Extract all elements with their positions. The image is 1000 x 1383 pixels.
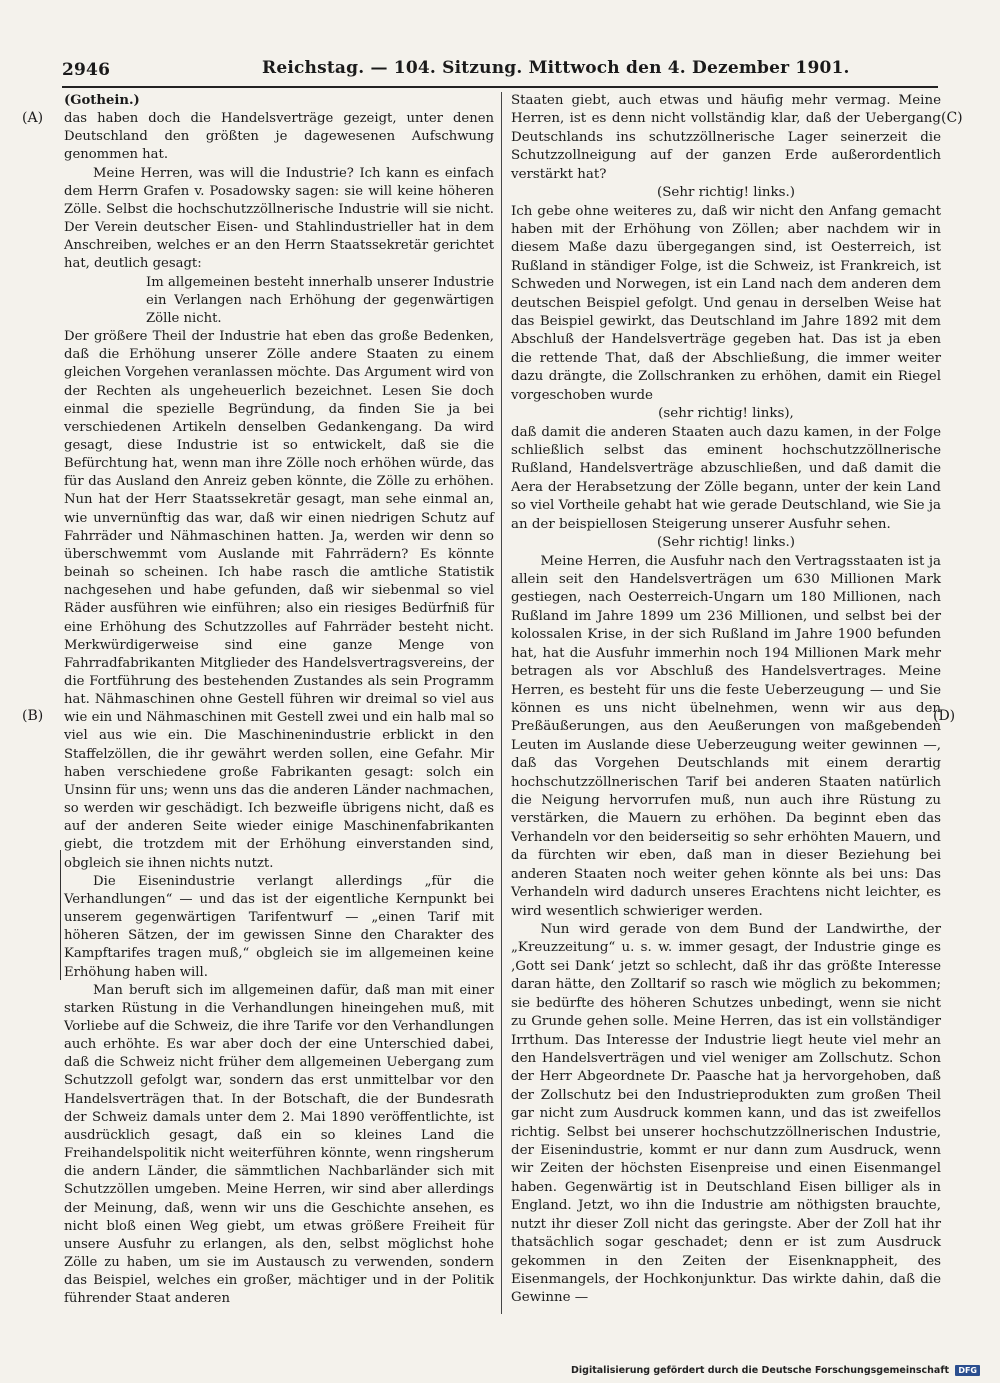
right-column — [511, 92, 941, 1308]
interjection: (Sehr richtig! links.) — [657, 535, 795, 551]
paragraph: das haben doch die Handelsverträge gezeigt, unter denen Deutschland den größten je dagewesenen Aufschwung genommen hat. — [64, 111, 494, 163]
paragraph: Man beruft sich im allgemeinen dafür, daß man mit einer starken Rüstung in die Verhandlungen hineingehen muß, mit Vorliebe auf die Schweiz, die ihre Tarife vor den Verhandlungen auch erhöhte. Es war aber doch der eine Unterschied dabei, daß die Schweiz nicht früher dem allgemeinen Uebergang zum Schutzzoll gefolgt war, sondern das erst unmittelbar vor den Handelsverträgen that. In der Botschaft, die der Bundesrath der Schweiz damals unter dem 2. Mai 1890 veröffentlichte, ist ausdrücklich gesagt, daß ein so kleines Land die Freihandelspolitik nicht weiterführen könnte, wenn ringsherum die andern Länder, die sämmtlichen Nachbarländer sich mit Schutzzöllen umgeben. Meine Herren, wir sind aber allerdings der Meinung, daß, wenn wir uns die Geschichte ansehen, es nicht bloß einen Weg giebt, um etwas größere Freiheit für unsere Ausfuhr zu erlangen, als den, selbst möglichst hohe Zölle zu haben, um sie im Austausch zu verwenden, sondern das Beispiel, welches ein großer, mächtiger und in der Politik führender Staat anderen — [64, 982, 494, 1307]
interjection: (Sehr richtig! links.) — [657, 185, 795, 201]
header-rule — [62, 86, 938, 88]
margin-marker-c: (C) — [941, 110, 963, 126]
paragraph: Im allgemeinen besteht innerhalb unserer Industrie ein Verlangen nach Erhöhung der gegenwärtigen Zölle nicht. — [146, 274, 494, 326]
paragraph: daß damit die anderen Staaten auch dazu kamen, in der Folge schließlich selbst das eminent hochschutzzöllnerische Rußland, Handelsverträge abzuschließen, und daß damit die Aera der Herabsetzung der Zölle begann, unter der kein Land so viel Vortheile gehabt hat wie gerade Deutschland, wie Sie ja an der beispiellosen Steigerung unserer Ausfuhr sehen. — [511, 424, 941, 532]
paragraph: Meine Herren, was will die Industrie? Ich kann es einfach dem Herrn Grafen v. Posadowsky sagen: sie will keine höheren Zölle. Selbst die hochschutzzöllnerische Industrie will sie nicht. Der Verein deutscher Eisen- und Stahlindustrieller hat in dem Anschreiben, welches er an den Herrn Staatssekretär gerichtet hat, deutlich gesagt: — [64, 165, 494, 272]
paragraph: Meine Herren, die Ausfuhr nach den Vertragsstaaten ist ja allein seit den Handelsverträgen um 630 Millionen Mark gestiegen, nach Oesterreich-Ungarn um 180 Millionen, nach Rußland im Jahre 1899 um 236 Millionen, und selbst bei der kolossalen Krise, in der sich Rußland im Jahre 1900 befunden hat, hat die Ausfuhr immerhin noch 194 Millionen Mark mehr betragen als vor Abschluß des Handelsvertrages. Meine Herren, es besteht für uns die feste Ueberzeugung — und Sie können es uns nicht übelnehmen, wenn wir aus den Preßäußerungen, aus den Aeußerungen von maßgebenden Leuten im Auslande diese Ueberzeugung weiter gewinnen —, daß das Vorgehen Deutschlands mit einem derartig hochschutzzöllnerischen Tarif bei anderen Staaten natürlich die Neigung hervorrufen muß, nun auch ihre Rüstung zu verstärken, die Mauern zu erhöhen. Da beginnt eben das Verhandeln vor den beiderseitig so sehr erhöhten Mauern, und da fürchten wir eben, daß man in dieser Beziehung bei anderen Staaten noch weiter gehen könnte als bei uns: Das Verhandeln wird dadurch unseres Erachtens nicht leichter, es wird wesentlich schwieriger werden. — [511, 553, 941, 919]
running-title: Reichstag. — 104. Sitzung. Mittwoch den 4. Dezember 1901. — [262, 58, 850, 78]
page-header — [62, 58, 940, 84]
speaker-name: (Gothein.) — [64, 93, 140, 108]
margin-marker-d: (D) — [933, 708, 956, 724]
paragraph: Ich gebe ohne weiteres zu, daß wir nicht den Anfang gemacht haben mit der Erhöhung von Zöllen; aber nachdem wir in diesem Maße dazu übergegangen sind, ist Oesterreich, ist Rußland in ständiger Folge, ist die Schweiz, ist Frankreich, ist Schweden und Norwegen, ist ein Land nach dem anderen dem deutschen Beispiel gefolgt. Und genau in derselben Weise hat das Beispiel gewirkt, das Deutschland im Jahre 1892 mit dem Abschluß der Handelsverträge gegeben hat. Das ist ja eben die rettende That, daß der Abschließung, die immer weiter dazu drängte, die Zollschranken zu erhöhen, damit ein Riegel vorgeschoben wurde — [511, 203, 941, 403]
page-number: 2946 — [62, 60, 111, 80]
margin-annotation-line — [60, 850, 61, 980]
paragraph: Die Eisenindustrie verlangt allerdings „für die Verhandlungen“ — und das ist der eigentliche Kernpunkt bei unserem gegenwärtigen Tarifentwurf — „einen Tarif mit höheren Sätzen, der im gewissen Sinne den Charakter des Kampftarifes tragen muß,“ obgleich sie im allgemeinen keine Erhöhung haben will. — [64, 873, 494, 980]
dfg-logo: DFG — [955, 1365, 980, 1376]
footer-credit — [571, 1365, 980, 1376]
paragraph: Staaten giebt, auch etwas und häufig mehr vermag. Meine Herren, ist es denn nicht vollständig klar, daß der Uebergang Deutschlands ins schutzzöllnerische Lager seinerzeit die Schutzzollneigung auf der ganzen Erde außerordentlich verstärkt hat? — [511, 93, 941, 182]
paragraph: Nun wird gerade von dem Bund der Landwirthe, der „Kreuzzeitung“ u. s. w. immer gesagt, der Industrie ginge es ‚Gott sei Dank‘ jetzt so schlecht, daß ihr das größte Interesse daran hätte, den Zolltarif so rasch wie möglich zu bekommen; sie bedürfte des höheren Schutzes unbedingt, wenn sie nicht zu Grunde gehen solle. Meine Herren, das ist ein vollständiger Irrthum. Das Interesse der Industrie liegt heute viel mehr an den Handelsverträgen und viel weniger am Zollschutz. Schon der Herr Abgeordnete Dr. Paasche hat ja hervorgehoben, daß der Zollschutz bei den Industrieprodukten zum großen Theil gar nicht zum Ausdruck kommen kann, und das ist zweifellos richtig. Selbst bei unserer hochschutzzöllnerischen Industrie, der Eisenindustrie, kommt er nur dann zum Ausdruck, wenn wir Zeiten der höchsten Eisenpreise und einen Eisenmangel haben. Gegenwärtig ist in Deutschland Eisen billiger als in England. Jetzt, wo ihn die Industrie am nöthigsten brauchte, nutzt ihr dieser Zoll nicht das geringste. Aber der Zoll hat ihr thatsächlich sogar geschadet; denn er ist zum Ausdruck gekommen in den Zeiten der Eisenknappheit, des Eisenmangels, der Hochkonjunktur. Das wirkte dahin, daß die Gewinne — — [511, 921, 941, 1306]
footer-text: Digitalisierung gefördert durch die Deutsche Forschungsgemeinschaft — [571, 1365, 950, 1376]
paragraph: Der größere Theil der Industrie hat eben das große Bedenken, daß die Erhöhung unserer Zölle andere Staaten zu einem gleichen Vorgehen veranlassen möchte. Das Argument wird von der Rechten als ungeheuerlich bezeichnet. Lesen Sie doch einmal die spezielle Begründung, da finden Sie ja bei verschiedenen Artikeln denselben Gedankengang. Da wird gesagt, diese Industrie ist so entwickelt, daß sie die Befürchtung hat, wenn man ihre Zölle noch erhöhen würde, das für das Ausland den Anreiz geben könnte, die Zölle zu erhöhen. Nun hat der Herr Staatssekretär gesagt, man sehe einmal an, wie unvernünftig das war, daß wir einen niedrigen Schutz auf Fahrräder und Nähmaschinen hatten. Ja, werden wir denn so überschwemmt vom Auslande mit Fahrrädern? Es könnte beinah so scheinen. Ich habe rasch die amtliche Statistik nachgesehen und habe gefunden, daß wir siebenmal so viel Räder ausführen wie einführen; also ein riesiges Bedürfniß für eine Erhöhung des Schutzzolles auf Fahrräder besteht nicht. Merkwürdigerweise sind eine ganze Menge von Fahrradfabrikanten Mitglieder des Handelsvertragsvereins, der die Fortführung des bestehenden Zustandes als sein Programm hat. Nähmaschinen ohne Gestell führen wir dreimal so viel aus wie ein und Nähmaschinen mit Gestell zwei und ein halb mal so viel aus wie ein. Die Maschinenindustrie erblickt in den Staffelzöllen, die ihr gewährt werden sollen, eine Gefahr. Mir haben verschiedene große Fabrikanten gesagt: solch ein Unsinn für uns; wenn uns das die anderen Länder nachmachen, so werden wir geschädigt. Ich bezweifle übrigens nicht, daß es auf der anderen Seite wieder einige Maschinenfabrikanten giebt, die trotzdem mit der Erhöhung einverstanden sind, obgleich sie ihnen nichts nutzt. — [64, 329, 494, 871]
left-column — [64, 92, 494, 1308]
interjection: (sehr richtig! links), — [658, 406, 794, 422]
column-divider — [501, 92, 502, 1314]
margin-marker-b: (B) — [22, 708, 44, 724]
margin-marker-a: (A) — [22, 110, 44, 126]
